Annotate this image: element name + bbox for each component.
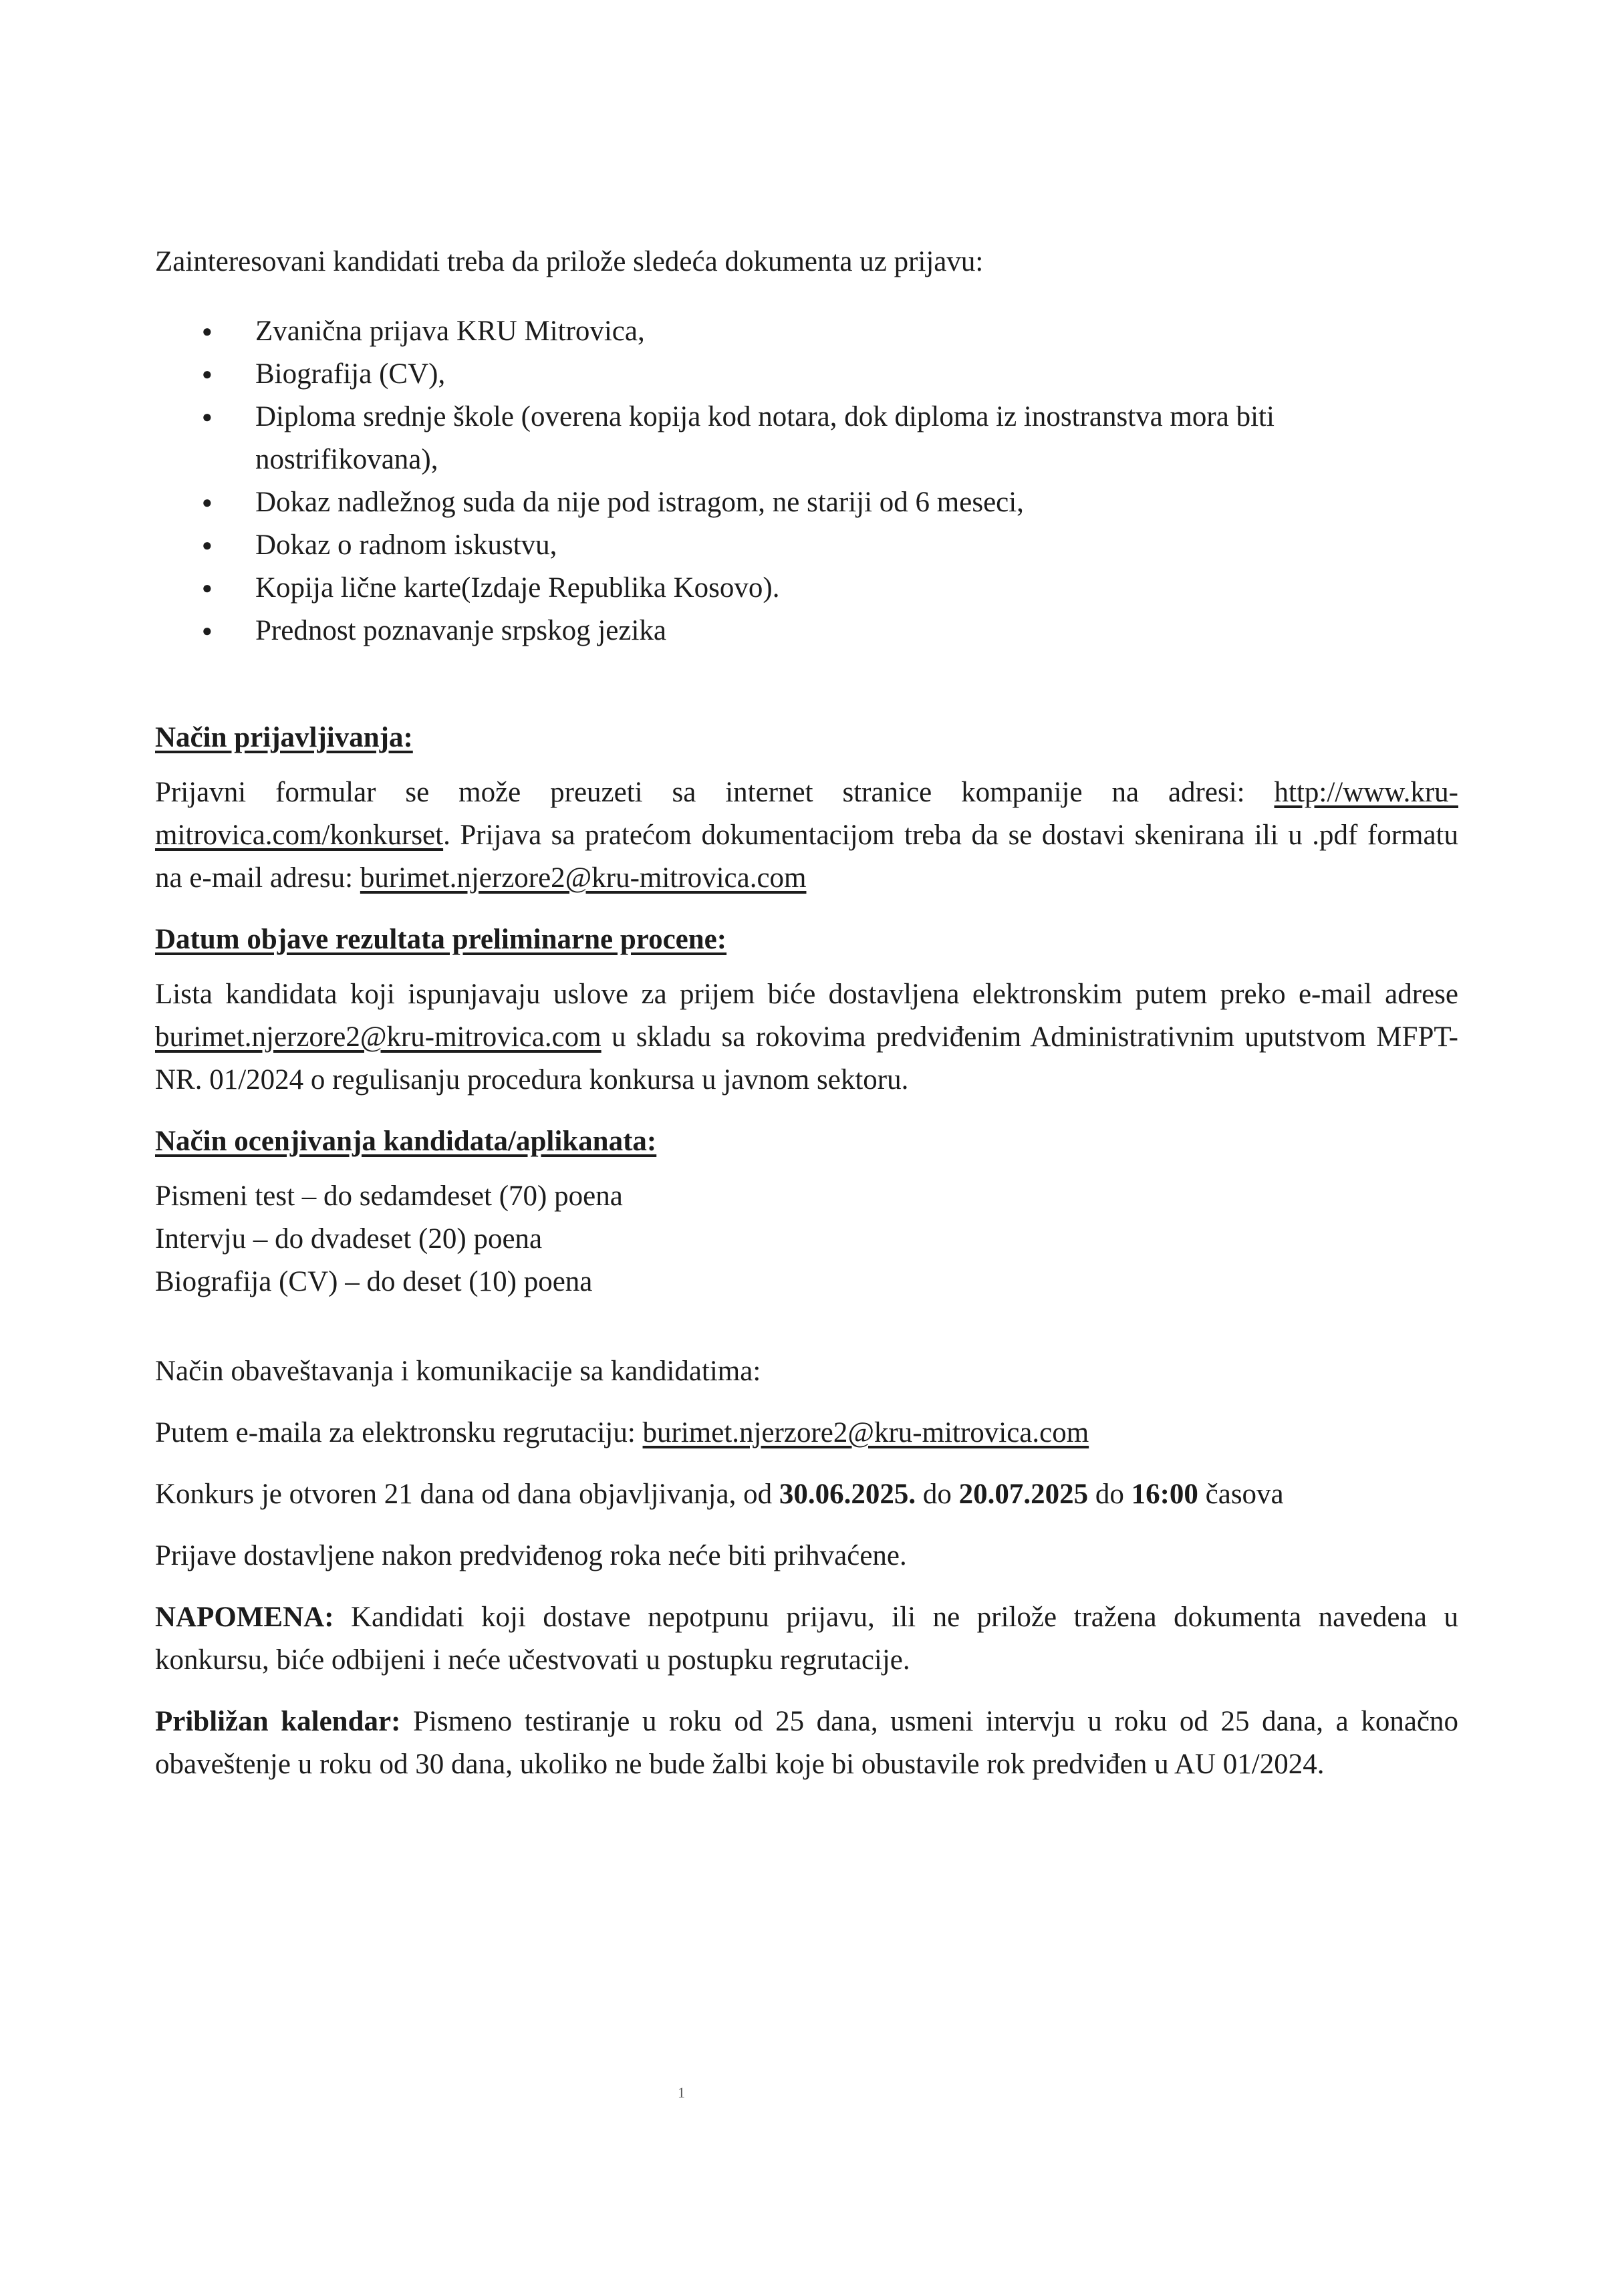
note-text: Kandidati koji dostave nepotpunu prijavu, ili ne prilože tražena dokumenta navedena u konkursu, biće odbijeni i neće učestvovati u postupku regrutacije. xyxy=(155,1602,1458,1676)
communication-text: Putem e-maila za elektronsku regrutaciju: xyxy=(155,1417,643,1448)
document-body xyxy=(155,241,1458,1786)
list-item: ● Biografija (CV), xyxy=(255,353,1458,396)
application-email-link[interactable]: burimet.njerzore2@kru-mitrovica.com xyxy=(360,862,807,894)
note-label: NAPOMENA: xyxy=(155,1602,334,1633)
results-heading: Datum objave rezultata preliminarne procene: xyxy=(155,924,727,955)
application-text-1: Prijavni formular se može preuzeti sa internet stranice kompanije na adresi: xyxy=(155,777,1275,808)
communication-paragraph xyxy=(155,1412,1458,1454)
list-item: ● Dokaz o radnom iskustvu, xyxy=(255,524,1458,567)
late-submission-note: Prijave dostavljene nakon predviđenog roka neće biti prihvaćene. xyxy=(155,1540,907,1571)
results-text-2: u skladu sa rokovima predviđenim Administrativnim uputstvom MFPT-NR. 01/2024 o regulisanju procedura konkursa u javnom sektoru. xyxy=(155,1021,1458,1096)
deadline-end-date: 20.07.2025 xyxy=(958,1479,1089,1510)
communication-email-link[interactable]: burimet.njerzore2@kru-mitrovica.com xyxy=(642,1417,1089,1448)
page-number: 1 xyxy=(678,2084,685,2101)
list-item: ● Prednost poznavanje srpskog jezika xyxy=(255,610,1458,652)
calendar-paragraph xyxy=(155,1700,1458,1786)
note-paragraph xyxy=(155,1596,1458,1682)
deadline-paragraph xyxy=(155,1473,1458,1516)
application-paragraph xyxy=(155,771,1458,900)
application-text-2: . Prijava sa pratećom dokumentacijom treba da se dostavi skenirana ili u .pdf formatu na e-mail adresu: xyxy=(155,819,1458,894)
deadline-time: 16:00 xyxy=(1131,1479,1198,1510)
communication-label: Način obaveštavanja i komunikacije sa kandidatima: xyxy=(155,1356,761,1387)
deadline-text-4: časova xyxy=(1198,1479,1284,1510)
calendar-text: Pismeno testiranje u roku od 25 dana, usmeni intervju u roku od 25 dana, a konačno obaveštenje u roku od 30 dana, ukoliko ne bude žalbi koje bi obustavile rok predviđen u AU 01/2024. xyxy=(155,1706,1459,1780)
list-item: ● Zvanična prijava KRU Mitrovica, xyxy=(255,310,1458,353)
results-email-link[interactable]: burimet.njerzore2@kru-mitrovica.com xyxy=(155,1021,602,1053)
deadline-text-1: Konkurs je otvoren 21 dana od dana objavljivanja, od xyxy=(155,1479,779,1510)
application-url-link[interactable]: http://www.kru-mitrovica.com/konkurset xyxy=(155,777,1458,851)
evaluation-heading: Način ocenjivanja kandidata/aplikanata: xyxy=(155,1126,657,1157)
intro-text: Zainteresovani kandidati treba da prilože sledeća dokumenta uz prijavu: xyxy=(155,246,984,277)
deadline-start-date: 30.06.2025. xyxy=(779,1479,916,1510)
required-documents-list xyxy=(155,310,1458,652)
application-heading: Način prijavljivanja: xyxy=(155,722,413,753)
evaluation-item: Pismeni test – do sedamdeset (70) poena xyxy=(155,1180,623,1212)
results-text-1: Lista kandidata koji ispunjavaju uslove za prijem biće dostavljena elektronskim putem preko e-mail adrese xyxy=(155,979,1458,1010)
list-item: ● Dokaz nadležnog suda da nije pod istragom, ne stariji od 6 meseci, xyxy=(255,481,1458,524)
deadline-text-2: do xyxy=(916,1479,959,1510)
evaluation-item: Biografija (CV) – do deset (10) poena xyxy=(155,1266,593,1297)
deadline-text-3: do xyxy=(1088,1479,1131,1510)
evaluation-item: Intervju – do dvadeset (20) poena xyxy=(155,1223,543,1255)
list-item: ● Diploma srednje škole (overena kopija kod notara, dok diploma iz inostranstva mora biti nostrifikovana), xyxy=(255,396,1458,481)
calendar-label: Približan kalendar: xyxy=(155,1706,401,1737)
results-paragraph xyxy=(155,973,1458,1102)
list-item: ● Kopija lične karte(Izdaje Republika Kosovo). xyxy=(255,567,1458,610)
